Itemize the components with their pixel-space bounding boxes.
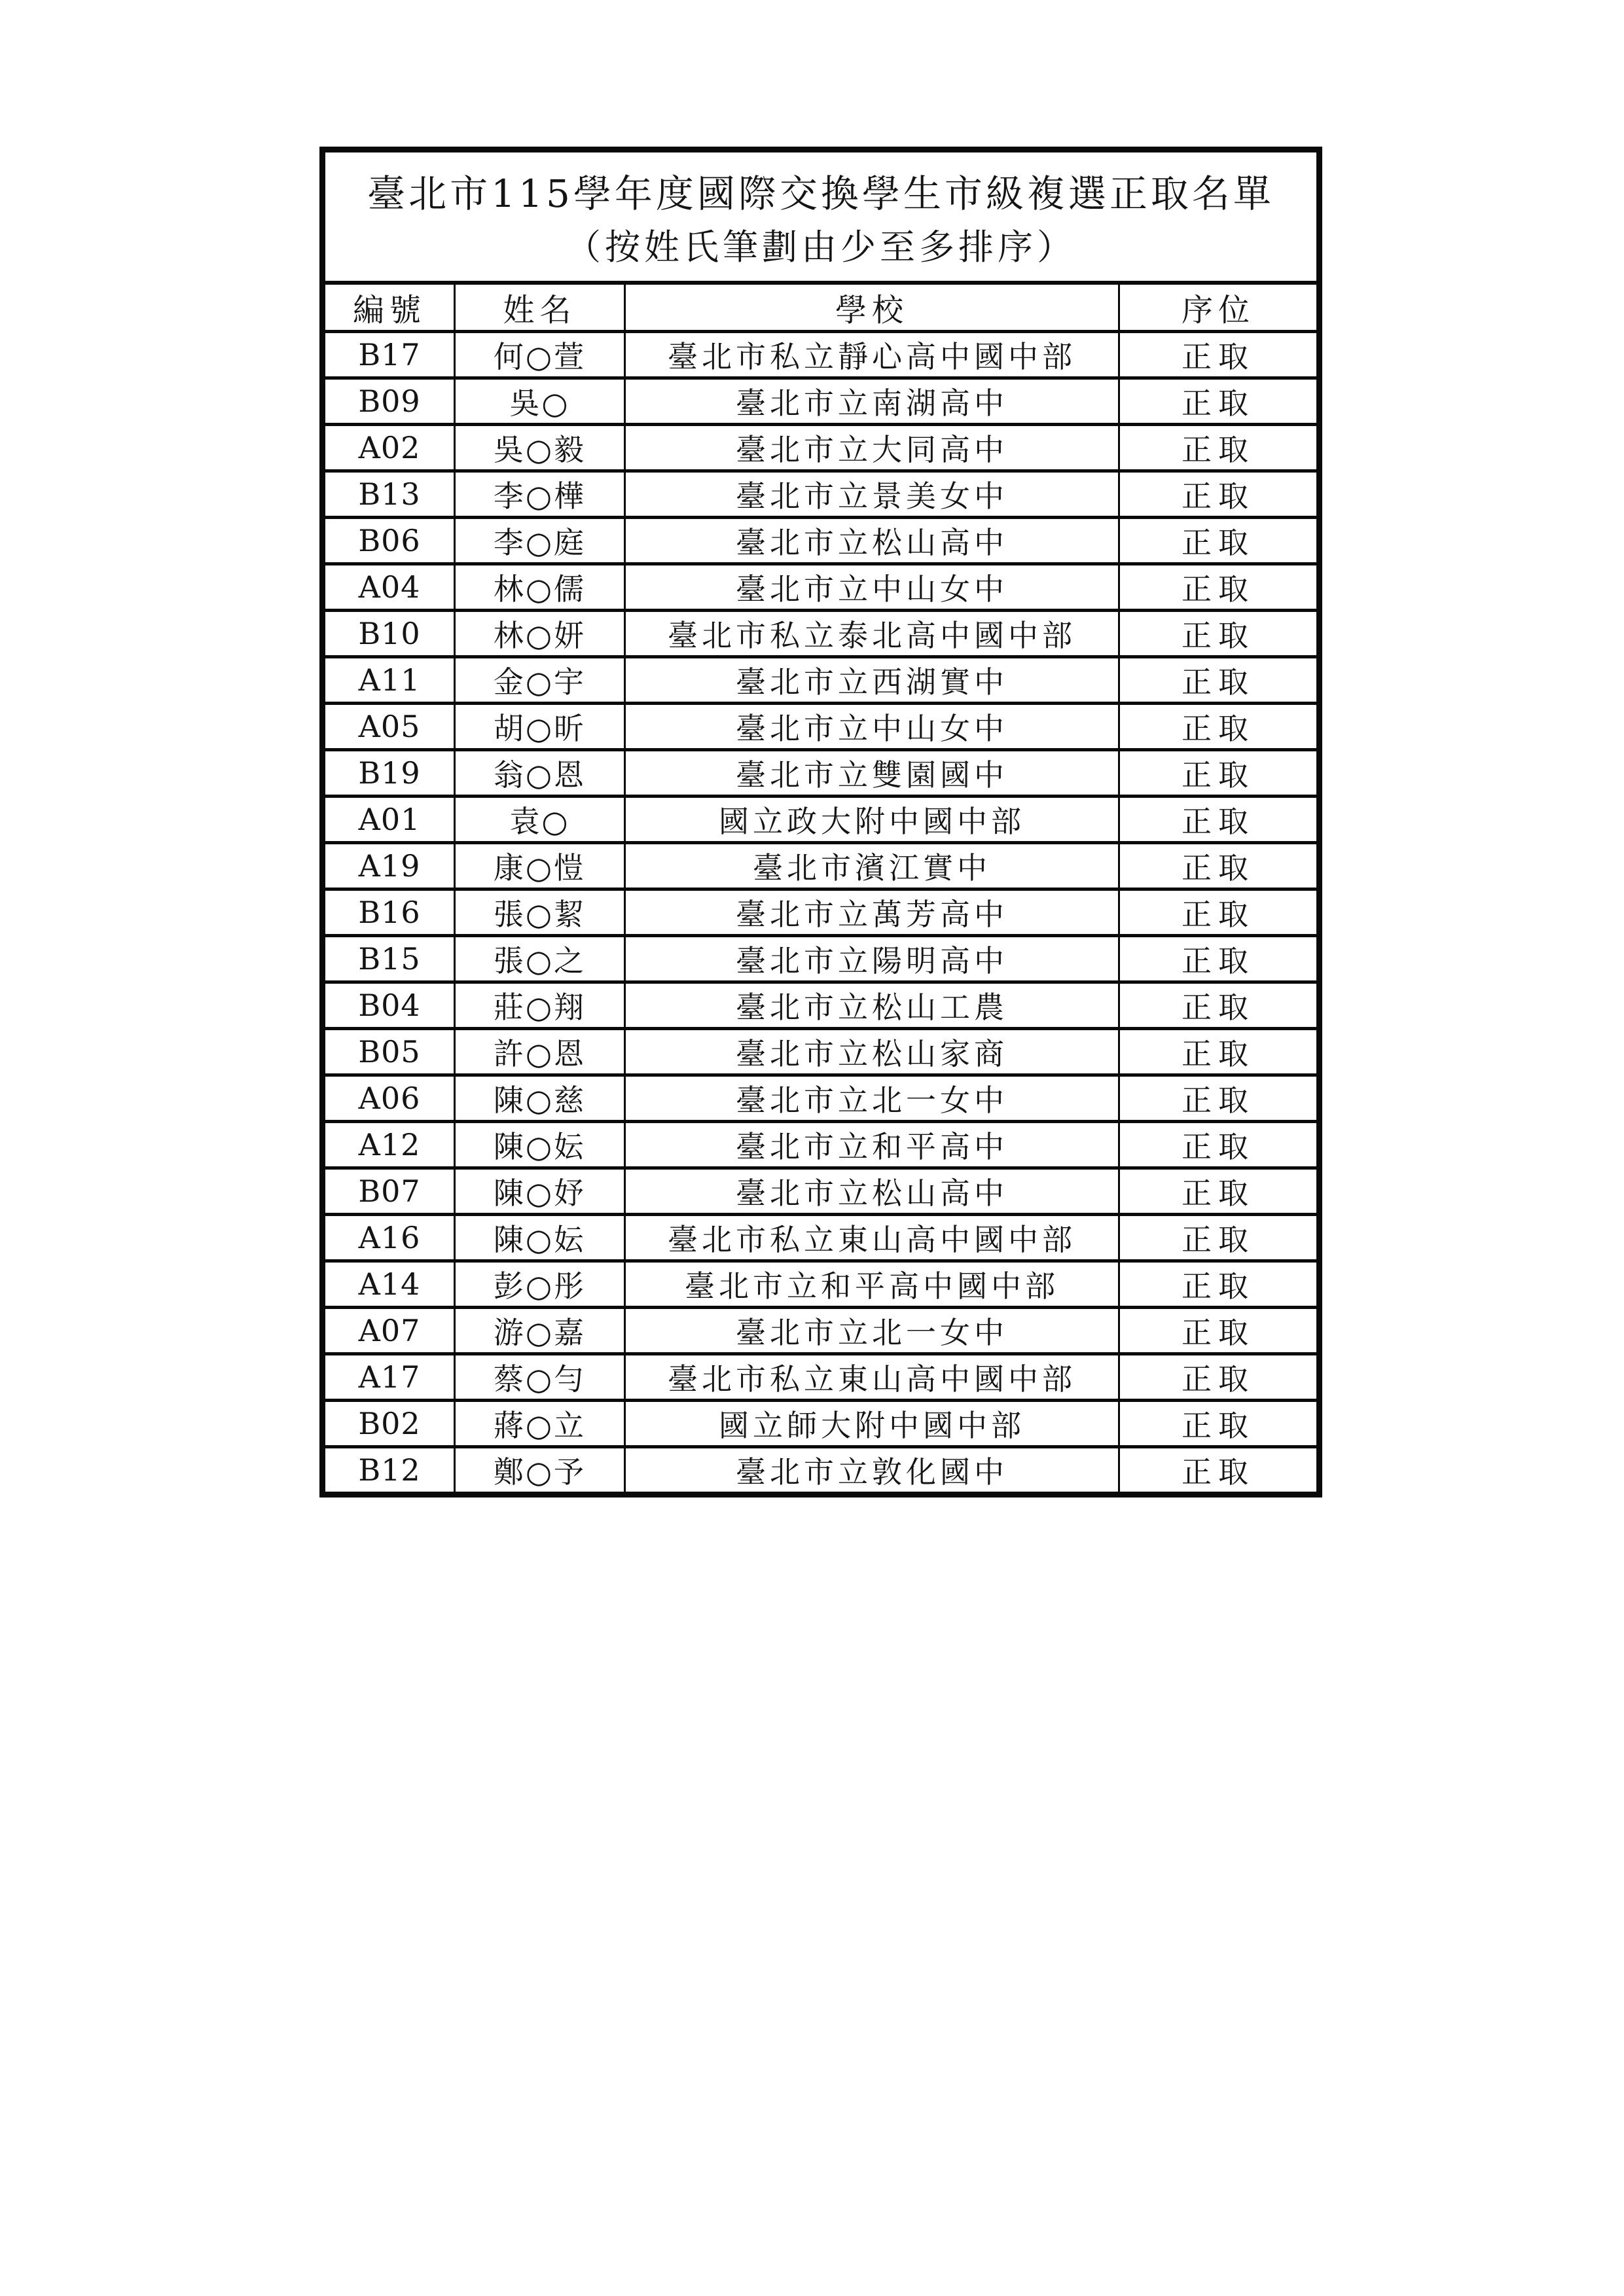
student-name-cell: 彭○彤 (455, 1261, 625, 1308)
page-title: 臺北市115學年度國際交換學生市級複選正取名單 (367, 171, 1274, 216)
student-name-cell: 吳○毅 (455, 425, 625, 471)
rank-cell: 正取 (1119, 1029, 1320, 1075)
student-id-cell: B02 (323, 1401, 455, 1447)
student-name-cell: 陳○妘 (455, 1122, 625, 1168)
student-id-cell: A04 (323, 564, 455, 611)
student-name-cell: 胡○昕 (455, 704, 625, 750)
student-name-cell: 康○愷 (455, 843, 625, 889)
student-name-cell: 蔡○勻 (455, 1354, 625, 1401)
student-name-cell: 陳○妘 (455, 1215, 625, 1261)
school-cell: 臺北市立萬芳高中 (625, 889, 1119, 936)
student-id-cell: B07 (323, 1168, 455, 1215)
table-row (323, 1122, 1320, 1168)
school-cell: 臺北市立松山工農 (625, 982, 1119, 1029)
rank-cell: 正取 (1119, 750, 1320, 797)
student-name-cell: 林○妍 (455, 611, 625, 657)
school-cell: 臺北市立大同高中 (625, 425, 1119, 471)
rank-cell: 正取 (1119, 1354, 1320, 1401)
table-row (323, 1261, 1320, 1308)
student-id-cell: A17 (323, 1354, 455, 1401)
table-row (323, 750, 1320, 797)
school-cell: 臺北市立陽明高中 (625, 936, 1119, 982)
student-id-cell: A16 (323, 1215, 455, 1261)
student-id-cell: B13 (323, 471, 455, 518)
student-id-cell: B10 (323, 611, 455, 657)
rank-cell: 正取 (1119, 518, 1320, 564)
column-header-id: 編號 (323, 283, 455, 332)
student-name-cell: 林○儒 (455, 564, 625, 611)
student-name-cell: 張○之 (455, 936, 625, 982)
school-cell: 臺北市立北一女中 (625, 1075, 1119, 1122)
rank-cell: 正取 (1119, 1075, 1320, 1122)
table-body (323, 332, 1320, 1495)
rank-cell: 正取 (1119, 797, 1320, 843)
rank-cell: 正取 (1119, 425, 1320, 471)
school-cell: 臺北市立松山家商 (625, 1029, 1119, 1075)
table-row (323, 332, 1320, 378)
student-name-cell: 李○庭 (455, 518, 625, 564)
table-row (323, 843, 1320, 889)
student-id-cell: A02 (323, 425, 455, 471)
student-id-cell: B04 (323, 982, 455, 1029)
school-cell: 臺北市濱江實中 (625, 843, 1119, 889)
school-cell: 臺北市立松山高中 (625, 518, 1119, 564)
school-cell: 臺北市立和平高中國中部 (625, 1261, 1119, 1308)
table-row (323, 611, 1320, 657)
student-name-cell: 鄭○予 (455, 1447, 625, 1495)
student-id-cell: B17 (323, 332, 455, 378)
table-row (323, 797, 1320, 843)
table-row (323, 564, 1320, 611)
table-row (323, 657, 1320, 704)
table-row (323, 704, 1320, 750)
school-cell: 臺北市立雙園國中 (625, 750, 1119, 797)
column-header-rank: 序位 (1119, 283, 1320, 332)
table-row (323, 936, 1320, 982)
rank-cell: 正取 (1119, 564, 1320, 611)
table-row (323, 1215, 1320, 1261)
student-id-cell: B05 (323, 1029, 455, 1075)
column-header-school: 學校 (625, 283, 1119, 332)
table-row (323, 1354, 1320, 1401)
page-subtitle: （按姓氏筆劃由少至多排序） (566, 226, 1077, 268)
student-name-cell: 吳○ (455, 378, 625, 425)
table-row (323, 1075, 1320, 1122)
student-id-cell: B19 (323, 750, 455, 797)
rank-cell: 正取 (1119, 1168, 1320, 1215)
column-header-name: 姓名 (455, 283, 625, 332)
table-row (323, 1447, 1320, 1495)
student-name-cell: 金○宇 (455, 657, 625, 704)
table-title-row (323, 150, 1320, 283)
student-name-cell: 李○樺 (455, 471, 625, 518)
student-name-cell: 翁○恩 (455, 750, 625, 797)
student-id-cell: A19 (323, 843, 455, 889)
school-cell: 臺北市私立東山高中國中部 (625, 1354, 1119, 1401)
student-name-cell: 陳○妤 (455, 1168, 625, 1215)
rank-cell: 正取 (1119, 1122, 1320, 1168)
student-id-cell: A01 (323, 797, 455, 843)
table-title-cell (323, 150, 1320, 283)
student-id-cell: B15 (323, 936, 455, 982)
student-name-cell: 莊○翔 (455, 982, 625, 1029)
student-id-cell: B12 (323, 1447, 455, 1495)
rank-cell: 正取 (1119, 1215, 1320, 1261)
student-id-cell: B09 (323, 378, 455, 425)
table-row (323, 1029, 1320, 1075)
rank-cell: 正取 (1119, 982, 1320, 1029)
school-cell: 臺北市私立東山高中國中部 (625, 1215, 1119, 1261)
rank-cell: 正取 (1119, 704, 1320, 750)
school-cell: 臺北市立中山女中 (625, 564, 1119, 611)
rank-cell: 正取 (1119, 1447, 1320, 1495)
student-id-cell: A12 (323, 1122, 455, 1168)
student-name-cell: 蔣○立 (455, 1401, 625, 1447)
rank-cell: 正取 (1119, 1261, 1320, 1308)
school-cell: 臺北市立南湖高中 (625, 378, 1119, 425)
school-cell: 臺北市立和平高中 (625, 1122, 1119, 1168)
rank-cell: 正取 (1119, 471, 1320, 518)
student-id-cell: A11 (323, 657, 455, 704)
table-header-row (323, 283, 1320, 332)
table-row (323, 1308, 1320, 1354)
admission-list-table (319, 147, 1322, 1498)
rank-cell: 正取 (1119, 936, 1320, 982)
rank-cell: 正取 (1119, 889, 1320, 936)
student-id-cell: B06 (323, 518, 455, 564)
student-name-cell: 陳○慈 (455, 1075, 625, 1122)
school-cell: 臺北市私立靜心高中國中部 (625, 332, 1119, 378)
rank-cell: 正取 (1119, 657, 1320, 704)
school-cell: 臺北市立敦化國中 (625, 1447, 1119, 1495)
table-row (323, 889, 1320, 936)
rank-cell: 正取 (1119, 611, 1320, 657)
student-id-cell: B16 (323, 889, 455, 936)
school-cell: 臺北市私立泰北高中國中部 (625, 611, 1119, 657)
school-cell: 臺北市立松山高中 (625, 1168, 1119, 1215)
rank-cell: 正取 (1119, 1308, 1320, 1354)
rank-cell: 正取 (1119, 378, 1320, 425)
table-row (323, 471, 1320, 518)
rank-cell: 正取 (1119, 332, 1320, 378)
school-cell: 國立師大附中國中部 (625, 1401, 1119, 1447)
school-cell: 國立政大附中國中部 (625, 797, 1119, 843)
table-row (323, 518, 1320, 564)
rank-cell: 正取 (1119, 1401, 1320, 1447)
table-row (323, 425, 1320, 471)
student-name-cell: 何○萱 (455, 332, 625, 378)
student-id-cell: A06 (323, 1075, 455, 1122)
table-row (323, 378, 1320, 425)
student-id-cell: A14 (323, 1261, 455, 1308)
table-row (323, 1168, 1320, 1215)
school-cell: 臺北市立中山女中 (625, 704, 1119, 750)
rank-cell: 正取 (1119, 843, 1320, 889)
student-name-cell: 游○嘉 (455, 1308, 625, 1354)
table-row (323, 982, 1320, 1029)
table-row (323, 1401, 1320, 1447)
school-cell: 臺北市立景美女中 (625, 471, 1119, 518)
school-cell: 臺北市立北一女中 (625, 1308, 1119, 1354)
student-id-cell: A05 (323, 704, 455, 750)
school-cell: 臺北市立西湖實中 (625, 657, 1119, 704)
student-id-cell: A07 (323, 1308, 455, 1354)
student-name-cell: 張○絜 (455, 889, 625, 936)
student-name-cell: 袁○ (455, 797, 625, 843)
student-name-cell: 許○恩 (455, 1029, 625, 1075)
